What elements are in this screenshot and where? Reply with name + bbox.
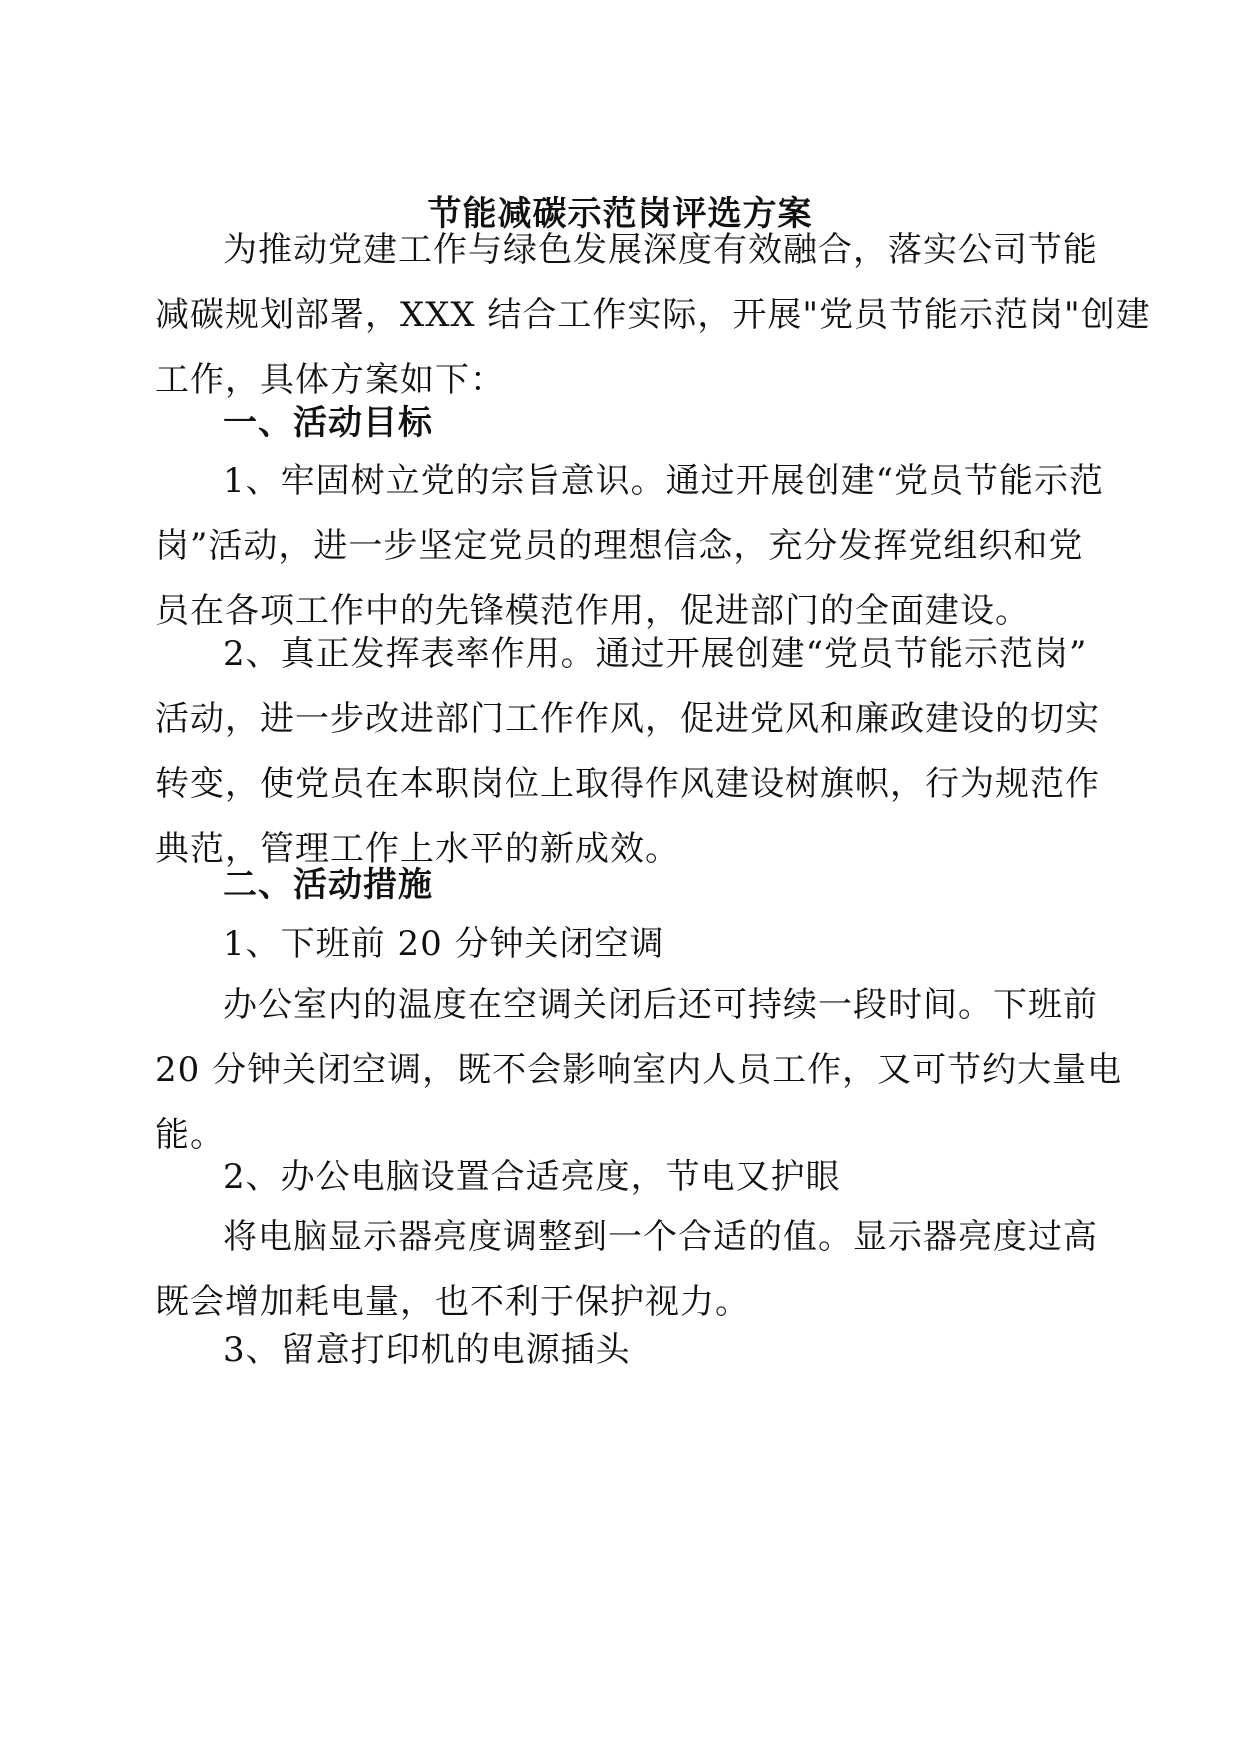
measure2-line-2: 既会增加耗电量，也不利于保护视力。 bbox=[155, 1282, 750, 1322]
section2-measure2-title: 2、办公电脑设置合适亮度，节电又护眼 bbox=[223, 1157, 841, 1197]
intro-line-3: 工作，具体方案如下： bbox=[155, 360, 505, 400]
section1-item2 bbox=[155, 622, 1100, 882]
section1-item1-line-1: 1、牢固树立党的宗旨意识。通过开展创建“党员节能示范 bbox=[223, 461, 1105, 501]
intro-line-1: 为推动党建工作与绿色发展深度有效融合，落实公司节能 bbox=[223, 230, 1098, 270]
section1-item2-line-1: 2、真正发挥表率作用。通过开展创建“党员节能示范岗” bbox=[223, 634, 1088, 674]
section2-heading: 二、活动措施 bbox=[223, 865, 433, 905]
section1-item1-line-3: 员在各项工作中的先锋模范作用，促进部门的全面建设。 bbox=[155, 591, 1030, 631]
intro-paragraph bbox=[155, 218, 1151, 413]
measure1-line-1: 办公室内的温度在空调关闭后还可持续一段时间。下班前 bbox=[223, 985, 1098, 1025]
section2-measure1-body bbox=[155, 973, 1122, 1168]
section1-item2-line-2: 活动，进一步改进部门工作作风，促进党风和廉政建设的切实 bbox=[155, 699, 1100, 739]
section1-item1 bbox=[155, 449, 1104, 644]
section1-heading: 一、活动目标 bbox=[223, 403, 433, 443]
measure2-line-1: 将电脑显示器亮度调整到一个合适的值。显示器亮度过高 bbox=[223, 1217, 1098, 1257]
measure1-line-2: 20 分钟关闭空调，既不会影响室内人员工作，又可节约大量电 bbox=[155, 1050, 1123, 1090]
section2-measure2-body bbox=[155, 1205, 1098, 1335]
document-title: 节能减碳示范岗评选方案 bbox=[427, 194, 813, 234]
section2-measure1-title: 1、下班前 20 分钟关闭空调 bbox=[223, 924, 665, 964]
intro-line-2: 减碳规划部署，XXX 结合工作实际，开展"党员节能示范岗"创建 bbox=[155, 295, 1151, 335]
section1-item2-line-4: 典范，管理工作上水平的新成效。 bbox=[155, 829, 680, 869]
measure1-line-3: 能。 bbox=[155, 1115, 225, 1155]
section1-item2-line-3: 转变，使党员在本职岗位上取得作风建设树旗帜，行为规范作 bbox=[155, 764, 1100, 804]
section1-item1-line-2: 岗”活动，进一步坚定党员的理想信念，充分发挥党组织和党 bbox=[155, 526, 1084, 566]
section2-measure3-title: 3、留意打印机的电源插头 bbox=[223, 1330, 631, 1370]
